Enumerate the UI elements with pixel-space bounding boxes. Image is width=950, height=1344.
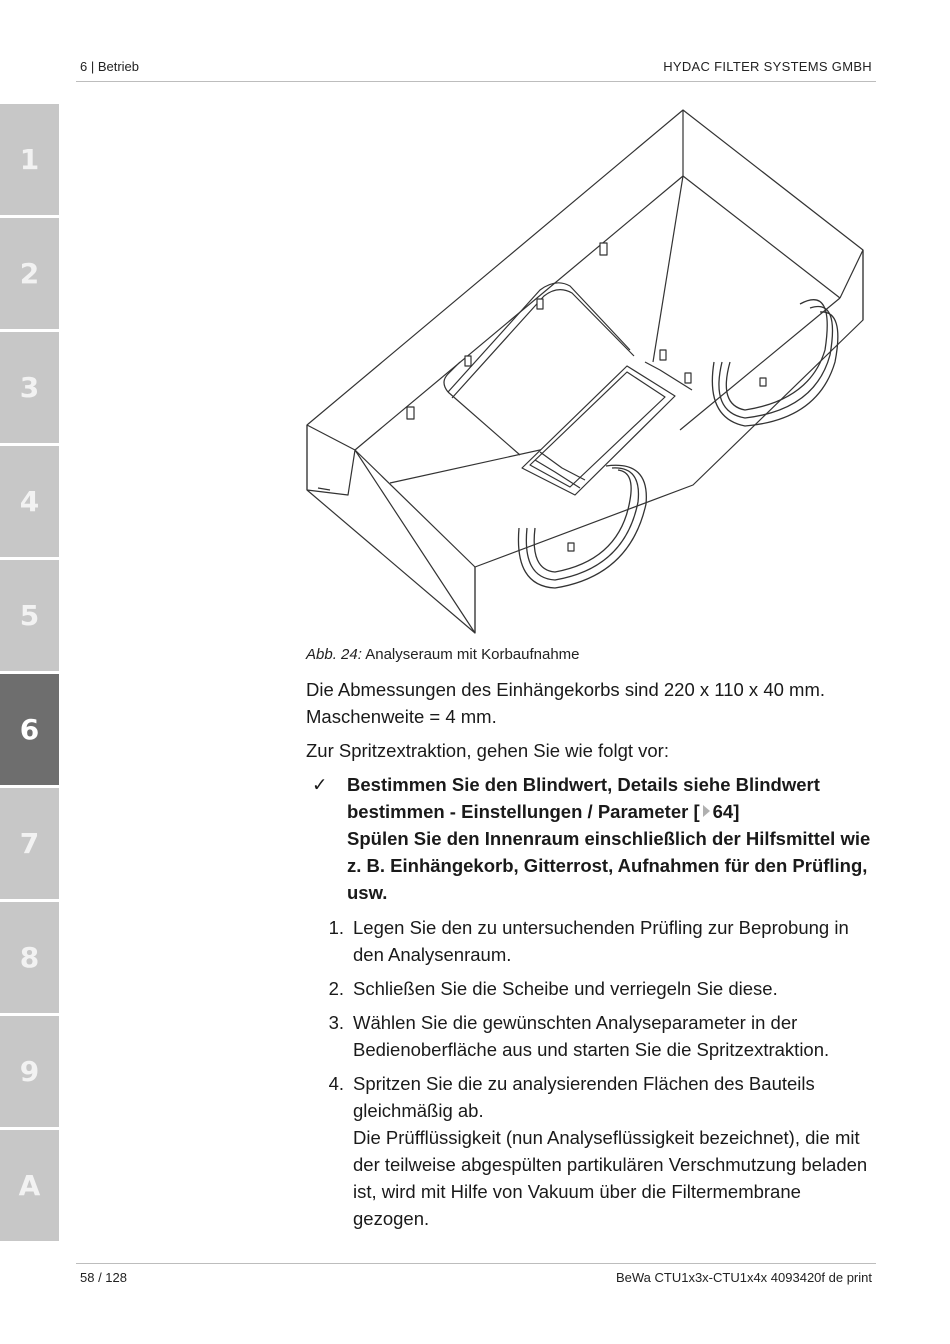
procedure-step (306, 975, 876, 1002)
procedure-step (306, 1009, 876, 1063)
chapter-tab-9[interactable]: 9 (0, 1016, 59, 1127)
procedure-step (306, 1070, 876, 1232)
page-reference-arrow-icon (703, 805, 710, 817)
procedure-step (306, 914, 876, 968)
chapter-tabs (0, 104, 59, 1244)
basket-dimensions-paragraph: Die Abmessungen des Einhängekorbs sind 220 x 110 x 40 mm. Maschenweite = 4 mm. (306, 679, 825, 727)
page-number: 58 / 128 (80, 1270, 127, 1285)
chapter-tab-7[interactable]: 7 (0, 788, 59, 899)
chapter-tab-6-active[interactable]: 6 (0, 674, 59, 785)
chapter-tab-3[interactable]: 3 (0, 332, 59, 443)
procedure-intro-paragraph: Zur Spritzextraktion, gehen Sie wie folgt vor: (306, 740, 669, 761)
chapter-tab-1[interactable]: 1 (0, 104, 59, 215)
step-text: Spritzen Sie die zu analysierenden Flächen des Bauteils gleichmäßig ab. (353, 1073, 815, 1121)
body-text (306, 676, 876, 1239)
prerequisite-text-a: Bestimmen Sie den Blindwert, Details siehe Blindwert bestimmen - Einstellungen / Parameter [ (347, 774, 820, 822)
step-number: 1. (328, 917, 344, 938)
analysis-chamber-drawing (300, 100, 870, 640)
step-text: Wählen Sie die gewünschten Analyseparameter in der Bedienoberfläche aus und starten Sie die Spritzextraktion. (353, 1012, 830, 1060)
chapter-tab-5[interactable]: 5 (0, 560, 59, 671)
step-text: Schließen Sie die Scheibe und verriegeln Sie diese. (353, 978, 778, 999)
prerequisite-text-b: Spülen Sie den Innenraum einschließlich der Hilfsmittel wie z. B. Einhängekorb, Gitterrost, Aufnahmen für den Prüfling, usw. (347, 828, 871, 903)
chapter-tab-a[interactable]: A (0, 1130, 59, 1241)
procedure-steps (306, 914, 876, 1232)
document-identifier: BeWa CTU1x3x-CTU1x4x 4093420f de print (615, 1270, 872, 1285)
chapter-tab-2[interactable]: 2 (0, 218, 59, 329)
step-result-text: Die Prüfflüssigkeit (nun Analyseflüssigkeit bezeichnet), die mit der teilweise abgespülten partikulären Verschmutzung beladen ist, wird mit Hilfe von Vakuum über die Filtermembrane gezogen. (353, 1127, 868, 1229)
chapter-tab-4[interactable]: 4 (0, 446, 59, 557)
footer-divider (76, 1263, 876, 1264)
step-number: 3. (328, 1012, 344, 1033)
step-text: Legen Sie den zu untersuchenden Prüfling zur Beprobung in den Analysenraum. (353, 917, 849, 965)
header-company-name: HYDAC FILTER SYSTEMS GMBH (663, 59, 872, 74)
chapter-tab-8[interactable]: 8 (0, 902, 59, 1013)
step-number: 4. (328, 1073, 344, 1094)
step-number: 2. (328, 978, 344, 999)
figure-caption-prefix: Abb. 24: (306, 646, 362, 663)
header-divider (76, 81, 876, 82)
figure-caption-text: Analyseraum mit Korbaufnahme (361, 646, 580, 663)
prerequisite-item (306, 771, 876, 906)
figure-caption (306, 646, 580, 663)
header-section-label: 6 | Betrieb (80, 59, 140, 74)
prerequisite-page-reference[interactable]: 64] (712, 801, 740, 822)
checkmark-icon: ✓ (312, 774, 328, 795)
